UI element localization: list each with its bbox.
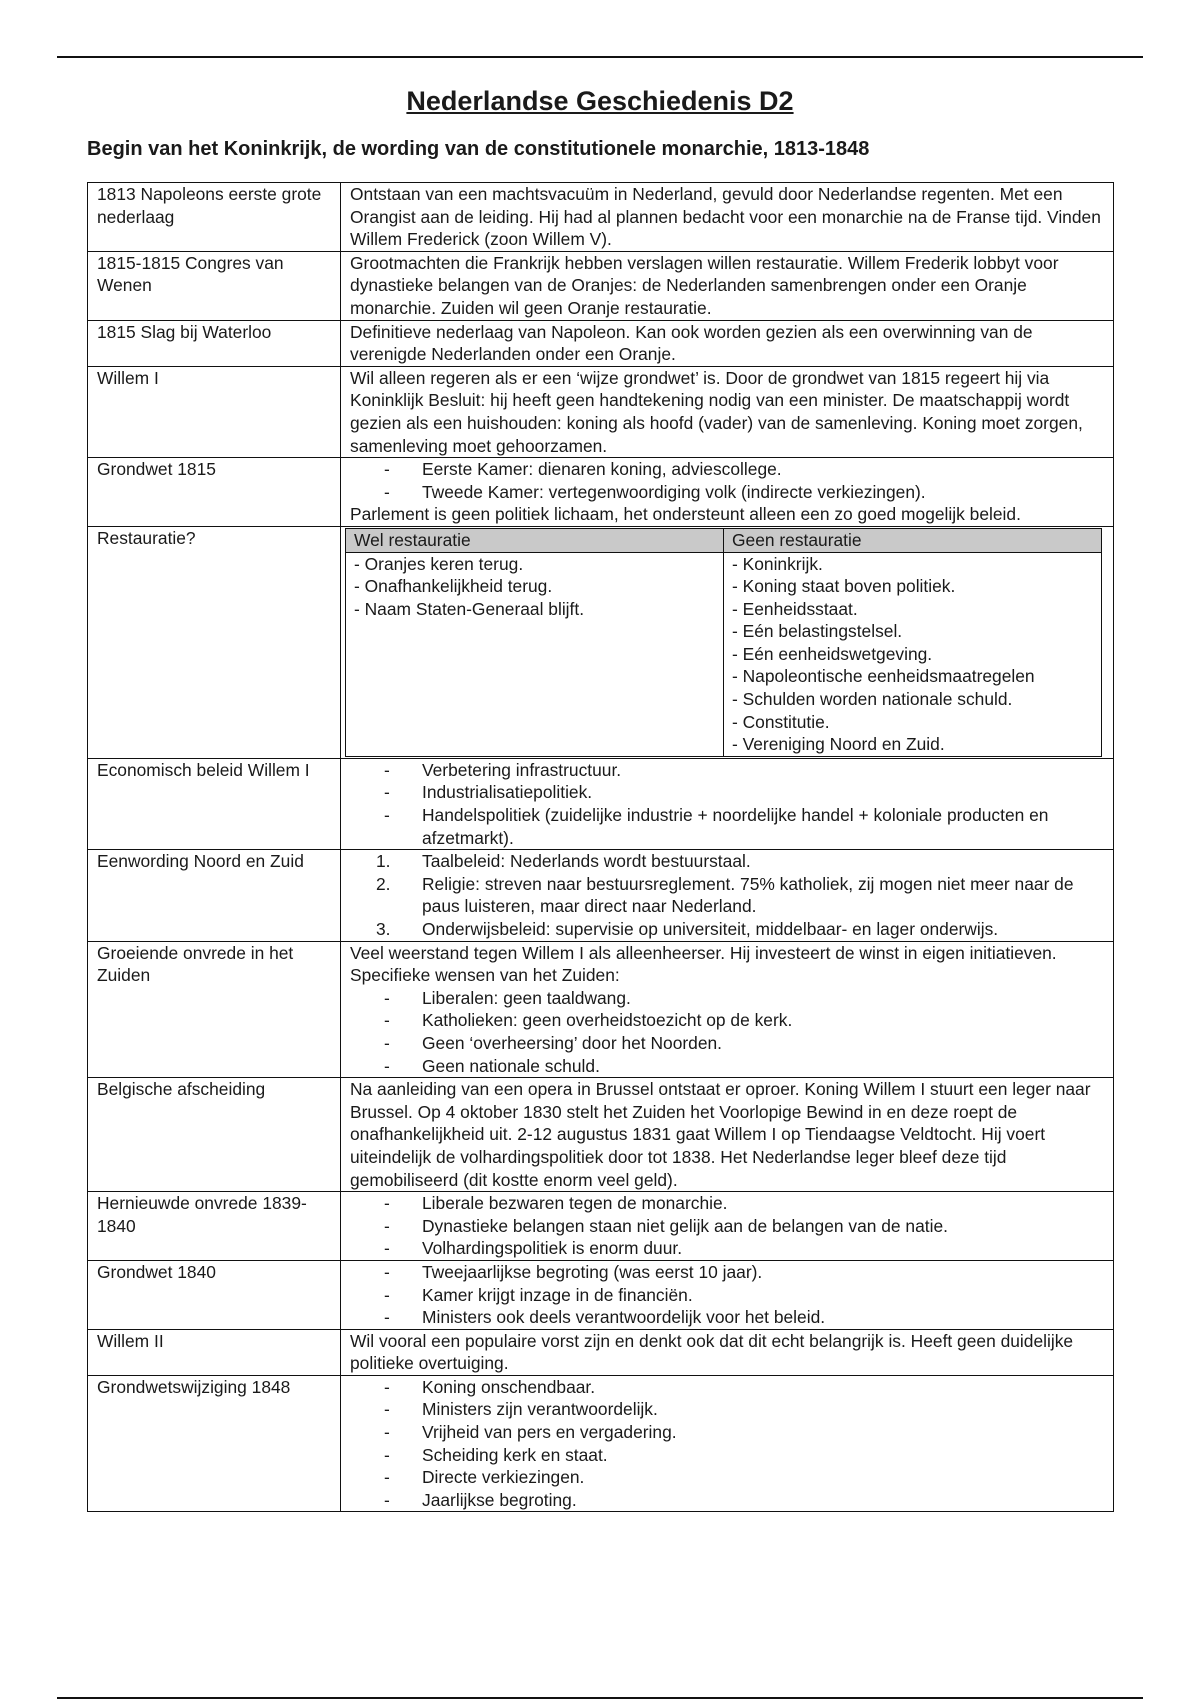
list-item [350,873,1107,918]
bullet-list [350,1376,1107,1512]
list-item: - Liberale bezwaren tegen de monarchie. [350,1192,1107,1215]
row-content [341,758,1114,849]
top-rule [57,56,1143,58]
row-label: Grondwetswijziging 1848 [88,1375,341,1512]
table-row [88,366,1114,457]
row-label: Grondwet 1815 [88,458,341,527]
row-label: 1815-1815 Congres van Wenen [88,251,341,320]
list-number: 3. [376,919,391,939]
list-item: - Naam Staten-Generaal blijft. [354,598,585,619]
list-item: - Eerste Kamer: dienaren koning, adviescollege. [350,458,1107,481]
geen-restauratie-column [724,552,1102,756]
list-item: - Koninkrijk. [732,553,823,574]
row-content: Definitieve nederlaag van Napoleon. Kan ook worden gezien als een overwinning van de verenigde Nederlanden onder een Oranje. [341,320,1114,366]
restauratie-comparison-table [345,528,1102,757]
row-content: Ontstaan van een machtsvacuüm in Nederland, gevuld door Nederlandse regenten. Met een Orangist aan de leiding. Hij had al plannen bedacht voor een monarchie na de Franse tijd. Vinden Willem Frederick (zoon Willem V). [341,183,1114,252]
table-row [88,1260,1114,1329]
bullet-list [350,458,1107,503]
row-label: Groeiende onvrede in het Zuiden [88,941,341,1078]
table-row [88,1329,1114,1375]
list-item [350,850,1107,873]
list-item: - Katholieken: geen overheidstoezicht op de kerk. [350,1009,1107,1032]
row-content: Na aanleiding van een opera in Brussel ontstaat er oproer. Koning Willem I stuurt een leger naar Brussel. Op 4 oktober 1830 stelt het Zuiden het Voorlopige Bewind in en deze roept de onafhankelijkheid uit. 2-12 augustus 1831 gaat Willem I op Tiendaagse Veldtocht. Hij voert uiteindelijk de volhardingspolitiek door tot 1838. Het Nederlandse leger bleef deze tijd gemobiliseerd (dit kostte enorm veel geld). [341,1078,1114,1192]
row-label: 1813 Napoleons eerste grote nederlaag [88,183,341,252]
list-item [350,918,1107,941]
list-text: Onderwijsbeleid: supervisie op universiteit, middelbaar- en lager onderwijs. [422,919,999,939]
geen-restauratie-header: Geen restauratie [724,528,1102,552]
list-item: - Ministers zijn verantwoordelijk. [350,1398,1107,1421]
page-title: Nederlandse Geschiedenis D2 [406,86,794,116]
list-item: - Koning staat boven politiek. [732,576,956,597]
list-item: - Kamer krijgt inzage in de financiën. [350,1284,1107,1307]
table-row [88,758,1114,849]
table-row [88,458,1114,527]
list-item: - Constitutie. [732,711,830,732]
row-label: Hernieuwde onvrede 1839-1840 [88,1192,341,1261]
list-item: - Jaarlijkse begroting. [350,1489,1107,1512]
table-row [88,320,1114,366]
history-table [87,182,1114,1512]
row-content [341,1375,1114,1512]
row-content [341,1192,1114,1261]
list-item: - Scheiding kerk en staat. [350,1444,1107,1467]
list-item: - Oranjes keren terug. [354,553,524,574]
row-content: Wil alleen regeren als er een ‘wijze grondwet’ is. Door de grondwet van 1815 regeert hij via Koninklijk Besluit: hij heeft geen handtekening nodig van een minister. De maatschappij wordt gezien als een huishouden: koning als hoofd (vader) van de samenleving. Koning moet zorgen, samenleving moet gehoorzamen. [341,366,1114,457]
row-label: Grondwet 1840 [88,1260,341,1329]
list-item: - Directe verkiezingen. [350,1466,1107,1489]
bullet-list [350,1261,1107,1329]
list-item: - Ministers ook deels verantwoordelijk voor het beleid. [350,1306,1107,1329]
bullet-list [350,759,1107,849]
row-content [341,526,1114,758]
row-label: Belgische afscheiding [88,1078,341,1192]
table-row [88,1375,1114,1512]
bottom-rule [57,1697,1143,1699]
bullet-list [350,987,1107,1077]
row-content [341,458,1114,527]
row-label: Willem I [88,366,341,457]
paragraph: Veel weerstand tegen Willem I als alleenheerser. Hij investeert de winst in eigen initiatieven. Specifieke wensen van het Zuiden: [350,942,1057,986]
list-item: - Eenheidsstaat. [732,598,858,619]
row-label: 1815 Slag bij Waterloo [88,320,341,366]
table-row [88,850,1114,941]
list-item: - Liberalen: geen taaldwang. [350,987,1107,1010]
list-item: - Tweede Kamer: vertegenwoordiging volk (indirecte verkiezingen). [350,481,1107,504]
row-label: Willem II [88,1329,341,1375]
page-subtitle: Begin van het Koninkrijk, de wording van de constitutionele monarchie, 1813-1848 [87,138,870,160]
row-content: Wil vooral een populaire vorst zijn en denkt ook dat dit echt belangrijk is. Heeft geen duidelijke politieke overtuiging. [341,1329,1114,1375]
table-row [88,941,1114,1078]
numbered-list [350,850,1107,940]
list-item: - Handelspolitiek (zuidelijke industrie + noordelijke handel + koloniale producten en afzetmarkt). [350,804,1107,849]
list-item: - Schulden worden nationale schuld. [732,689,1013,710]
row-label: Restauratie? [88,526,341,758]
list-number: 2. [376,873,391,894]
row-content: Grootmachten die Frankrijk hebben verslagen willen restauratie. Willem Frederik lobbyt voor dynastieke belangen van de Oranjes: de Nederlanden samenbrengen onder een Oranje monarchie. Zuiden wil geen Oranje restauratie. [341,251,1114,320]
list-item: - Napoleontische eenheidsmaatregelen [732,666,1035,687]
row-content [341,1260,1114,1329]
paragraph: Parlement is geen politiek lichaam, het ondersteunt alleen een zo goed mogelijk beleid. [350,504,1021,525]
bullet-list [350,1192,1107,1260]
list-item: - Vereniging Noord en Zuid. [732,734,945,755]
wel-restauratie-column [346,552,724,756]
list-text: Taalbeleid: Nederlands wordt bestuurstaal. [422,851,751,872]
list-item: - Geen ‘overheersing’ door het Noorden. [350,1032,1107,1055]
list-item: - Eén belastingstelsel. [732,621,903,642]
list-item: - Industrialisatiepolitiek. [350,781,1107,804]
table-row [88,183,1114,252]
list-item: - Onafhankelijkheid terug. [354,576,553,597]
row-content [341,941,1114,1078]
list-item: - Vrijheid van pers en vergadering. [350,1421,1107,1444]
row-label: Economisch beleid Willem I [88,758,341,849]
wel-restauratie-header: Wel restauratie [346,528,724,552]
row-content [341,850,1114,941]
list-item: - Verbetering infrastructuur. [350,759,1107,782]
table-row [88,251,1114,320]
list-number: 1. [376,851,391,872]
table-row [88,1192,1114,1261]
table-row [88,526,1114,758]
list-item: - Eén eenheidswetgeving. [732,643,933,664]
list-item: - Koning onschendbaar. [350,1376,1107,1399]
table-row [88,1078,1114,1192]
list-item: - Volhardingspolitiek is enorm duur. [350,1237,1107,1260]
list-item: - Tweejaarlijkse begroting (was eerst 10 jaar). [350,1261,1107,1284]
list-text: Religie: streven naar bestuursreglement. 75% katholiek, zij mogen niet meer naar de paus luisteren, maar direct naar Nederland. [422,873,1074,917]
row-label: Eenwording Noord en Zuid [88,850,341,941]
list-item: - Geen nationale schuld. [350,1055,1107,1078]
list-item: - Dynastieke belangen staan niet gelijk aan de belangen van de natie. [350,1215,1107,1238]
